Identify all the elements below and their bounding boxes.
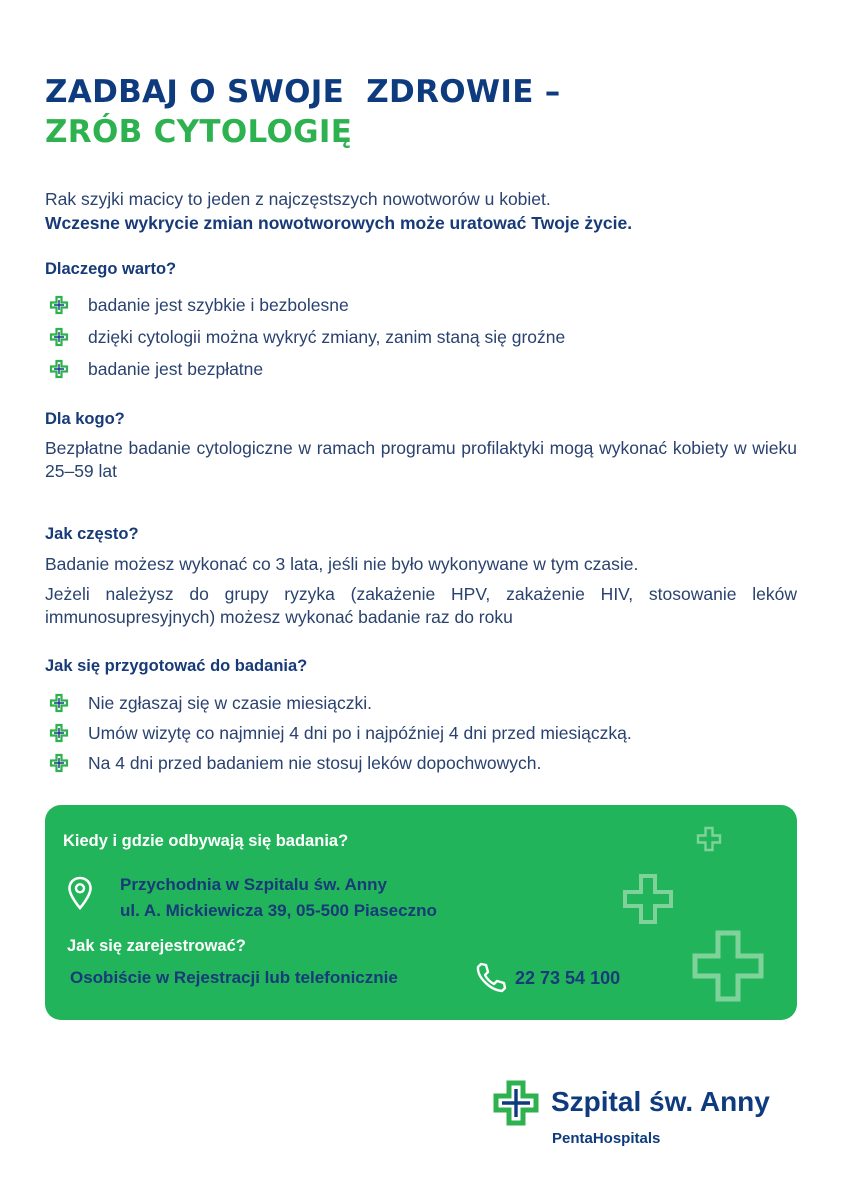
why-list — [48, 289, 565, 385]
hospital-logo — [493, 1080, 803, 1150]
prepare-item-text: Umów wizytę co najmniej 4 dni po i najpóźniej 4 dni przed miesiączką. — [88, 722, 632, 743]
how-often-heading: Jak często? — [45, 525, 139, 543]
title-line-2: ZRÓB CYTOLOGIĘ — [45, 114, 353, 150]
list-item — [48, 688, 632, 718]
register-text: Osobiście w Rejestracji lub telefonicznie — [70, 968, 398, 987]
cross-bullet-icon — [48, 326, 70, 348]
intro-bold-text: Wczesne wykrycie zmian nowotworowych może uratować Twoje życie. — [45, 213, 633, 233]
decorative-cross-icon — [690, 928, 766, 1004]
why-item-text: dzięki cytologii można wykryć zmiany, zanim staną się groźne — [88, 326, 566, 347]
list-item — [48, 289, 565, 321]
page-title — [45, 72, 561, 152]
hospital-network: PentaHospitals — [552, 1130, 661, 1147]
who-text: Bezpłatne badanie cytologiczne w ramach programu profilaktyki mogą wykonać kobiety w wieku 25–59 lat — [45, 438, 797, 481]
clinic-address — [120, 872, 437, 924]
decorative-cross-icon — [621, 872, 675, 926]
phone-icon — [473, 960, 507, 994]
location-pin-icon — [65, 875, 95, 911]
cross-bullet-icon — [48, 358, 70, 380]
cross-bullet-icon — [48, 294, 70, 316]
cross-bullet-icon — [48, 752, 70, 774]
why-item-text: badanie jest bezpłatne — [88, 358, 264, 379]
how-often-text-1: Badanie możesz wykonać co 3 lata, jeśli nie było wykonywane w tym czasie. — [45, 554, 639, 574]
where-heading: Kiedy i gdzie odbywają się badania? — [63, 832, 349, 850]
why-item-text: badanie jest szybkie i bezbolesne — [88, 294, 349, 315]
intro-text: Rak szyjki macicy to jeden z najczęstszych nowotworów u kobiet. — [45, 189, 551, 209]
list-item — [48, 718, 632, 748]
hospital-name: Szpital św. Anny — [551, 1086, 770, 1117]
cross-bullet-icon — [48, 722, 70, 744]
register-heading: Jak się zarejestrować? — [67, 937, 246, 955]
prepare-list — [48, 688, 632, 778]
who-heading: Dla kogo? — [45, 410, 125, 428]
title-line-1: ZADBAJ O SWOJE ZDROWIE – — [45, 74, 561, 110]
cross-bullet-icon — [48, 692, 70, 714]
info-box — [45, 805, 797, 1020]
address-line-2: ul. A. Mickiewicza 39, 05-500 Piaseczno — [120, 901, 437, 920]
hospital-cross-logo-icon — [493, 1080, 539, 1126]
how-often-text-2: Jeżeli należysz do grupy ryzyka (zakażenie HPV, zakażenie HIV, stosowanie leków immunosupresyjnych) możesz wykonać badanie raz do roku — [45, 584, 797, 627]
why-heading: Dlaczego warto? — [45, 260, 177, 278]
intro-paragraph — [45, 187, 805, 235]
prepare-item-text: Nie zgłaszaj się w czasie miesiączki. — [88, 692, 372, 713]
list-item — [48, 353, 565, 385]
prepare-heading: Jak się przygotować do badania? — [45, 657, 308, 675]
decorative-cross-icon — [695, 825, 723, 853]
prepare-item-text: Na 4 dni przed badaniem nie stosuj leków dopochwowych. — [88, 752, 542, 773]
address-line-1: Przychodnia w Szpitalu św. Anny — [120, 875, 388, 894]
list-item — [48, 748, 632, 778]
phone-number[interactable]: 22 73 54 100 — [515, 968, 621, 988]
list-item — [48, 321, 565, 353]
